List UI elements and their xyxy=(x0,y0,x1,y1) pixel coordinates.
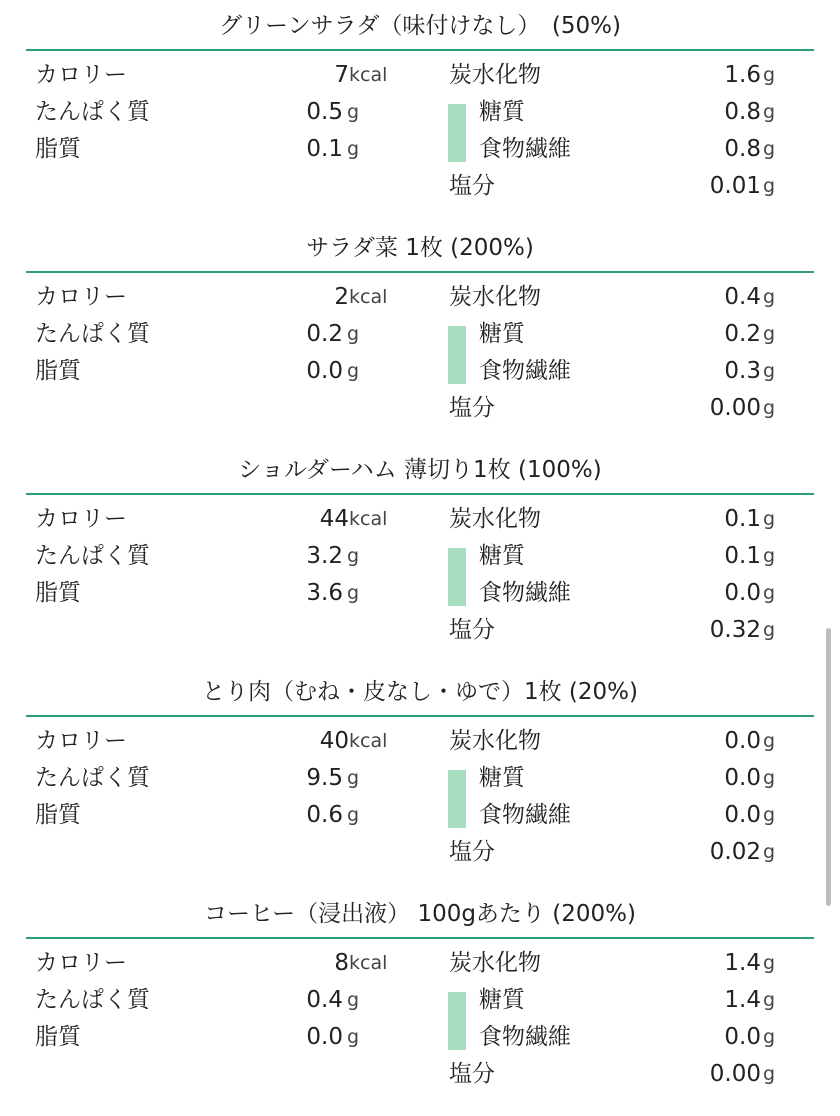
food-title[interactable]: サラダ菜 1枚 (200%) xyxy=(306,235,534,261)
carbs-row xyxy=(449,280,785,314)
g-unit: g xyxy=(763,397,776,419)
sugar-label: 糖質 xyxy=(479,99,525,125)
salt-value: 0.01 xyxy=(709,173,761,199)
salt-value: 0.00 xyxy=(709,395,761,421)
g-unit: g xyxy=(347,804,360,826)
g-unit: g xyxy=(763,989,776,1011)
fiber-label: 食物繊維 xyxy=(479,136,571,162)
fiber-label: 食物繊維 xyxy=(479,580,571,606)
sugar-label: 糖質 xyxy=(479,987,525,1013)
sugar-row xyxy=(449,983,785,1017)
g-unit: g xyxy=(763,508,776,530)
kcal-unit: kcal xyxy=(349,64,388,86)
food-card xyxy=(0,888,840,1110)
fiber-row xyxy=(449,1020,785,1054)
fat-value: 0.1 xyxy=(306,136,343,162)
fiber-row xyxy=(449,132,785,166)
sugar-row xyxy=(449,317,785,351)
g-unit: g xyxy=(763,1026,776,1048)
fiber-row xyxy=(449,354,785,388)
g-unit: g xyxy=(763,360,776,382)
fat-label: 脂質 xyxy=(35,358,81,384)
carbs-label: 炭水化物 xyxy=(449,728,541,754)
protein-label: たんぱく質 xyxy=(35,543,150,569)
g-unit: g xyxy=(763,619,776,641)
food-title[interactable]: とり肉（むね・皮なし・ゆで）1枚 (20%) xyxy=(201,679,638,705)
carbs-label: 炭水化物 xyxy=(449,62,541,88)
protein-row xyxy=(35,983,375,1017)
protein-value: 0.4 xyxy=(306,987,343,1013)
carbs-row xyxy=(449,724,785,758)
calories-row xyxy=(35,58,388,92)
fat-row xyxy=(35,354,375,388)
fat-label: 脂質 xyxy=(35,580,81,606)
carbs-value: 0.0 xyxy=(724,728,761,754)
g-unit: g xyxy=(763,804,776,826)
sugar-value: 0.1 xyxy=(724,543,761,569)
kcal-unit: kcal xyxy=(349,730,388,752)
scrollbar[interactable] xyxy=(826,628,831,906)
sugar-value: 0.0 xyxy=(724,765,761,791)
fat-row xyxy=(35,1020,375,1054)
salt-label: 塩分 xyxy=(449,1061,495,1087)
fiber-label: 食物繊維 xyxy=(479,358,571,384)
g-unit: g xyxy=(347,1026,360,1048)
carbs-value: 0.4 xyxy=(724,284,761,310)
g-unit: g xyxy=(763,1063,776,1085)
sugar-row xyxy=(449,761,785,795)
food-card xyxy=(0,0,840,222)
food-card xyxy=(0,444,840,666)
fat-value: 0.0 xyxy=(306,358,343,384)
fat-row xyxy=(35,132,375,166)
fiber-label: 食物繊維 xyxy=(479,1024,571,1050)
divider xyxy=(26,493,814,495)
fat-row xyxy=(35,798,375,832)
carbs-row xyxy=(449,58,785,92)
calories-label: カロリー xyxy=(35,728,127,754)
fat-row xyxy=(35,576,375,610)
g-unit: g xyxy=(763,841,776,863)
divider xyxy=(26,715,814,717)
protein-value: 9.5 xyxy=(306,765,343,791)
fat-label: 脂質 xyxy=(35,1024,81,1050)
g-unit: g xyxy=(347,767,360,789)
fat-value: 0.6 xyxy=(306,802,343,828)
fiber-value: 0.0 xyxy=(724,802,761,828)
carbs-row xyxy=(449,502,785,536)
protein-row xyxy=(35,317,375,351)
g-unit: g xyxy=(763,582,776,604)
protein-value: 0.2 xyxy=(306,321,343,347)
salt-row xyxy=(449,391,785,425)
calories-label: カロリー xyxy=(35,62,127,88)
salt-value: 0.32 xyxy=(709,617,761,643)
sugar-value: 0.2 xyxy=(724,321,761,347)
calories-value: 40 xyxy=(319,728,349,754)
fat-value: 3.6 xyxy=(306,580,343,606)
protein-label: たんぱく質 xyxy=(35,321,150,347)
sugar-row xyxy=(449,539,785,573)
kcal-unit: kcal xyxy=(349,286,388,308)
g-unit: g xyxy=(763,545,776,567)
calories-row xyxy=(35,280,388,314)
g-unit: g xyxy=(763,730,776,752)
calories-value: 7 xyxy=(334,62,349,88)
protein-value: 0.5 xyxy=(306,99,343,125)
g-unit: g xyxy=(347,323,360,345)
g-unit: g xyxy=(763,138,776,160)
fat-value: 0.0 xyxy=(306,1024,343,1050)
food-card xyxy=(0,666,840,888)
protein-row xyxy=(35,761,375,795)
g-unit: g xyxy=(347,545,360,567)
food-card xyxy=(0,222,840,444)
carbs-label: 炭水化物 xyxy=(449,284,541,310)
g-unit: g xyxy=(347,360,360,382)
carbs-row xyxy=(449,946,785,980)
calories-value: 8 xyxy=(334,950,349,976)
carbs-label: 炭水化物 xyxy=(449,506,541,532)
g-unit: g xyxy=(763,101,776,123)
calories-label: カロリー xyxy=(35,284,127,310)
salt-value: 0.00 xyxy=(709,1061,761,1087)
divider xyxy=(26,271,814,273)
protein-row xyxy=(35,539,375,573)
divider xyxy=(26,937,814,939)
protein-value: 3.2 xyxy=(306,543,343,569)
carbs-value: 1.4 xyxy=(724,950,761,976)
protein-label: たんぱく質 xyxy=(35,99,150,125)
calories-value: 2 xyxy=(334,284,349,310)
salt-row xyxy=(449,835,785,869)
g-unit: g xyxy=(347,582,360,604)
fiber-value: 0.3 xyxy=(724,358,761,384)
salt-label: 塩分 xyxy=(449,173,495,199)
g-unit: g xyxy=(763,286,776,308)
salt-label: 塩分 xyxy=(449,395,495,421)
food-title[interactable]: ショルダーハム 薄切り1枚 (100%) xyxy=(238,457,602,483)
salt-row xyxy=(449,169,785,203)
calories-value: 44 xyxy=(319,506,349,532)
kcal-unit: kcal xyxy=(349,952,388,974)
protein-label: たんぱく質 xyxy=(35,987,150,1013)
food-title[interactable]: コーヒー（浸出液） 100gあたり (200%) xyxy=(204,901,636,927)
food-title[interactable]: グリーンサラダ（味付けなし） (50%) xyxy=(219,13,621,39)
fat-label: 脂質 xyxy=(35,136,81,162)
carbs-value: 0.1 xyxy=(724,506,761,532)
g-unit: g xyxy=(763,323,776,345)
g-unit: g xyxy=(763,175,776,197)
divider xyxy=(26,49,814,51)
protein-row xyxy=(35,95,375,129)
sugar-label: 糖質 xyxy=(479,321,525,347)
salt-row xyxy=(449,1057,785,1091)
fiber-row xyxy=(449,798,785,832)
g-unit: g xyxy=(763,64,776,86)
fiber-row xyxy=(449,576,785,610)
g-unit: g xyxy=(347,101,360,123)
salt-label: 塩分 xyxy=(449,839,495,865)
salt-row xyxy=(449,613,785,647)
calories-label: カロリー xyxy=(35,950,127,976)
carbs-label: 炭水化物 xyxy=(449,950,541,976)
calories-label: カロリー xyxy=(35,506,127,532)
sugar-label: 糖質 xyxy=(479,765,525,791)
sugar-value: 1.4 xyxy=(724,987,761,1013)
sugar-value: 0.8 xyxy=(724,99,761,125)
salt-value: 0.02 xyxy=(709,839,761,865)
salt-label: 塩分 xyxy=(449,617,495,643)
fiber-value: 0.0 xyxy=(724,1024,761,1050)
g-unit: g xyxy=(347,138,360,160)
calories-row xyxy=(35,946,388,980)
fiber-value: 0.8 xyxy=(724,136,761,162)
fiber-value: 0.0 xyxy=(724,580,761,606)
kcal-unit: kcal xyxy=(349,508,388,530)
g-unit: g xyxy=(763,767,776,789)
calories-row xyxy=(35,724,388,758)
protein-label: たんぱく質 xyxy=(35,765,150,791)
sugar-row xyxy=(449,95,785,129)
fat-label: 脂質 xyxy=(35,802,81,828)
calories-row xyxy=(35,502,388,536)
sugar-label: 糖質 xyxy=(479,543,525,569)
g-unit: g xyxy=(763,952,776,974)
carbs-value: 1.6 xyxy=(724,62,761,88)
g-unit: g xyxy=(347,989,360,1011)
fiber-label: 食物繊維 xyxy=(479,802,571,828)
